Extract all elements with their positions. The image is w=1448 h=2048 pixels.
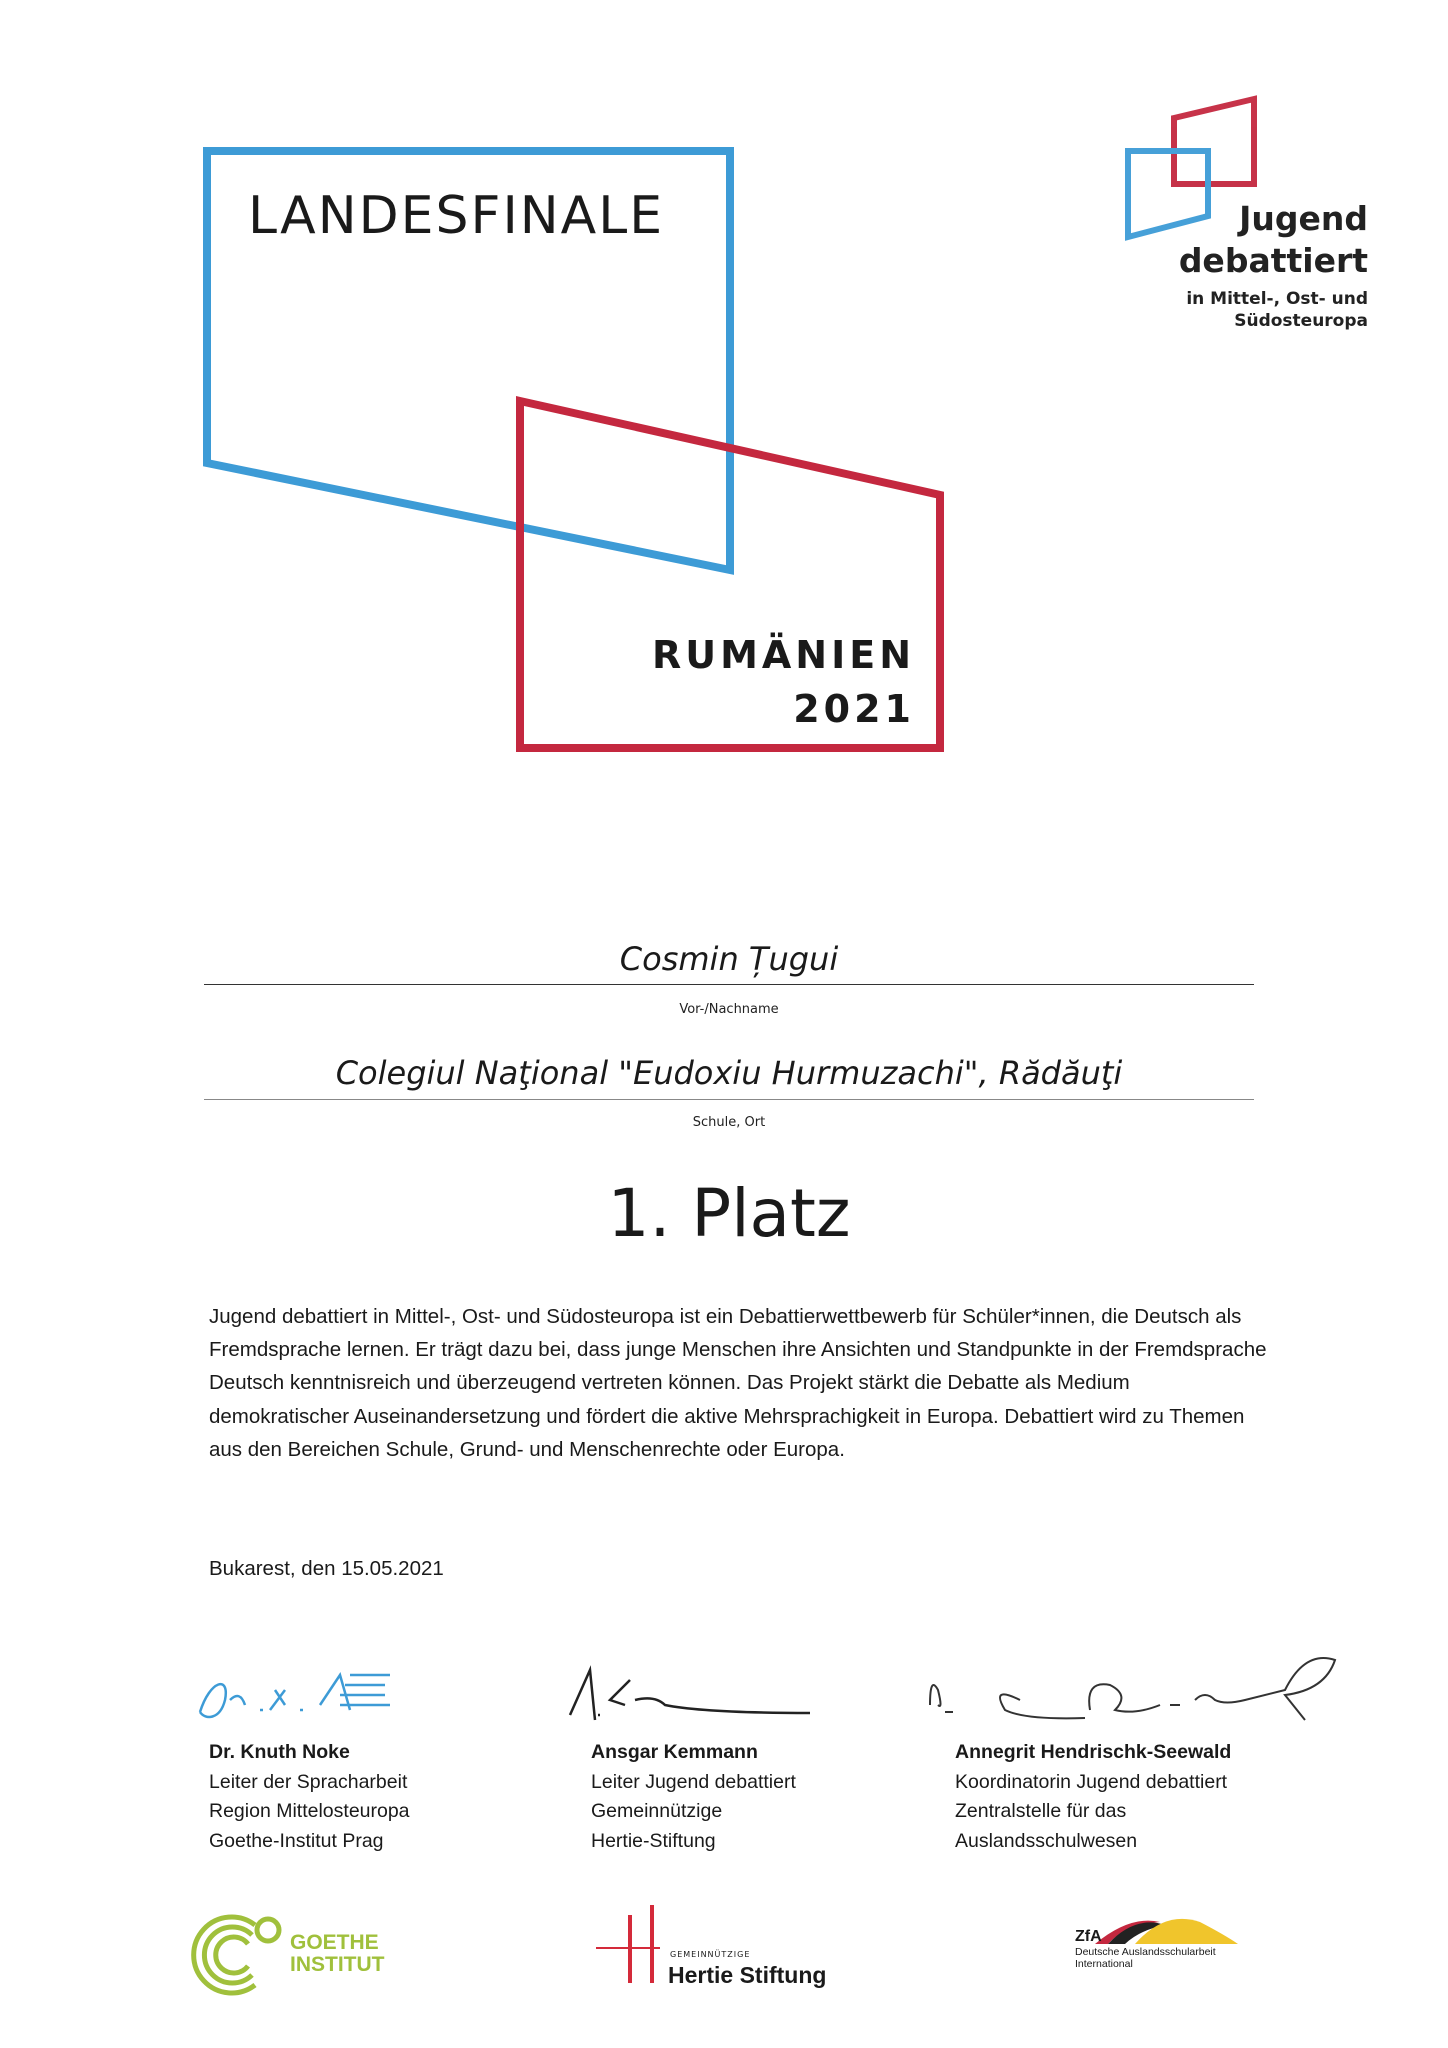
place-date: Bukarest, den 15.05.2021 — [209, 1557, 444, 1580]
signer-role: Koordinatorin Jugend debattiert — [955, 1770, 1228, 1793]
year: 2021 — [793, 687, 915, 731]
signer-role: Leiter Jugend debattiert — [591, 1770, 796, 1793]
goethe-institut-logo — [194, 1917, 279, 1993]
signer-block — [591, 1738, 796, 1856]
recipient-school: Colegiul Naţional "Eudoxiu Hurmuzachi", Rădăuţi — [335, 1054, 1123, 1092]
hertie-logo — [596, 1905, 660, 1983]
signer-block — [955, 1738, 1231, 1856]
signer-role: Leiter der Spracharbeit — [209, 1770, 408, 1793]
signer-role: Zentralstelle für das — [955, 1800, 1127, 1822]
signer-name: Annegrit Hendrischk-Seewald — [955, 1741, 1232, 1763]
description-paragraph: Jugend debattiert in Mittel-, Ost- und Südosteuropa ist ein Debattierwettbewerb für Schüler*innen, die Deutsch als Fremdsprache lernen. Er trägt dazu bei, dass junge Menschen ihre Ansichten und Standpunkte in der Fremdsprache Deutsch kenntnisreich und überzeugend vertreten können. Das Projekt stärkt die Debatte als Medium demokratischer Auseinandersetzung und fördert die aktive Mehrsprachigkeit in Europa. Debattiert wird zu Themen aus den Bereichen Schule, Grund- und Menschenrechte oder Europa. — [209, 1305, 1267, 1461]
zfa-line: Deutsche Auslandsschularbeit — [1075, 1946, 1216, 1958]
goethe-text — [290, 1932, 385, 1976]
zfa-line: International — [1075, 1958, 1133, 1970]
school-label: Schule, Ort — [692, 1115, 766, 1130]
signer-role: Hertie-Stiftung — [591, 1829, 716, 1852]
zfa-text — [1075, 1946, 1216, 1970]
country-year — [652, 628, 915, 736]
recipient-name: Cosmin Țugui — [619, 940, 839, 978]
hertie-name: Hertie Stiftung — [668, 1962, 827, 1988]
logo-text — [1179, 198, 1368, 332]
zfa-abbr: ZfA — [1075, 1928, 1102, 1945]
signer-role: Region Mittelosteuropa — [209, 1800, 410, 1822]
hertie-small: GEMEINNÜTZIGE — [670, 1950, 751, 1959]
signer-role: Goethe-Institut Prag — [209, 1829, 384, 1852]
logo-line: Südosteuropa — [1234, 311, 1368, 331]
country: RUMÄNIEN — [651, 633, 915, 677]
name-label: Vor-/Nachname — [679, 1002, 779, 1017]
signer-role: Auslandsschulwesen — [955, 1829, 1138, 1852]
signer-block — [209, 1738, 410, 1856]
signature-hendrischk — [930, 1658, 1335, 1720]
goethe-line: GOETHE — [290, 1931, 379, 1954]
signer-role: Gemeinnützige — [591, 1800, 723, 1822]
placement: 1. Platz — [607, 1175, 851, 1252]
goethe-line: INSTITUT — [290, 1953, 385, 1976]
logo-line: debattiert — [1178, 241, 1368, 280]
signature-noke — [200, 1675, 390, 1717]
zfa-logo — [1095, 1919, 1238, 1944]
name-underline — [204, 984, 1254, 985]
logo-line: Jugend — [1239, 199, 1368, 238]
signature-kemmann — [570, 1670, 810, 1720]
signer-name: Ansgar Kemmann — [591, 1741, 758, 1763]
logo-line: in Mittel-, Ost- und — [1186, 289, 1368, 309]
certificate-title: LANDESFINALE — [248, 186, 665, 246]
school-underline — [204, 1099, 1254, 1100]
signer-name: Dr. Knuth Noke — [209, 1741, 350, 1763]
